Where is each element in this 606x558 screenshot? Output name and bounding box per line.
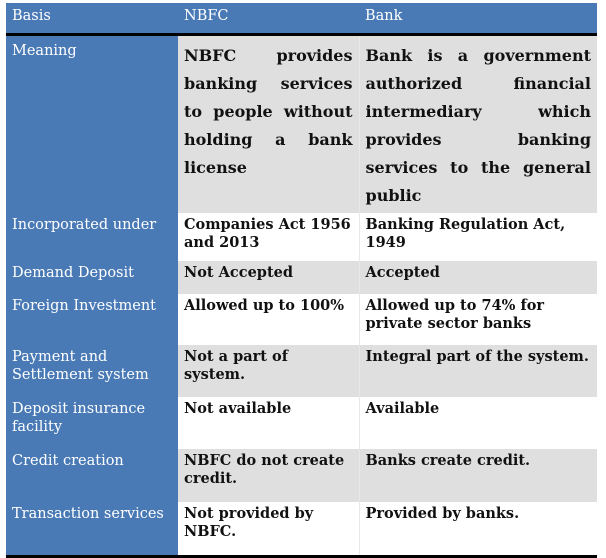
table-row <box>6 345 597 397</box>
basis-cell: Meaning <box>6 35 178 214</box>
nbfc-cell: NBFC do not create credit. <box>178 449 359 502</box>
basis-cell: Transaction services <box>6 502 178 556</box>
header-row <box>6 3 597 35</box>
bank-cell: Accepted <box>359 261 597 294</box>
bank-cell: Banks create credit. <box>359 449 597 502</box>
bank-cell: Available <box>365 400 440 417</box>
header-nbfc: NBFC <box>178 3 359 35</box>
table-row <box>6 35 597 214</box>
table-row <box>6 213 597 261</box>
basis-cell: Incorporated under <box>6 213 178 261</box>
bank-cell: Provided by banks. <box>359 502 597 556</box>
basis-cell: Deposit insurance facility <box>6 397 178 449</box>
basis-cell: Payment and Settlement system <box>6 345 178 397</box>
table-row <box>6 449 597 502</box>
bank-cell: Allowed up to 74% for private sector banks <box>365 297 545 332</box>
nbfc-cell: NBFC provides banking services to people without holding a bank license <box>178 35 359 214</box>
table-row <box>6 261 597 294</box>
header-basis: Basis <box>6 3 178 35</box>
basis-cell: Foreign Investment <box>6 294 178 345</box>
header-bank: Bank <box>359 3 597 35</box>
table-row <box>6 294 597 345</box>
nbfc-cell: Not provided by NBFC. <box>178 502 359 556</box>
nbfc-cell: Companies Act 1956 and 2013 <box>178 213 359 261</box>
nbfc-cell: Not Accepted <box>178 261 359 294</box>
nbfc-cell: Not a part of system. <box>178 345 359 397</box>
bank-cell: Integral part of the system. <box>359 345 597 397</box>
comparison-table <box>6 3 597 558</box>
bank-cell: Banking Regulation Act, 1949 <box>365 216 566 251</box>
bank-cell: Bank is a government authorized financial intermediary which provides banking services to the general public <box>359 35 597 214</box>
table-row <box>6 397 597 449</box>
nbfc-cell: Not available <box>178 397 359 449</box>
basis-cell: Demand Deposit <box>6 261 178 294</box>
table-row <box>6 502 597 556</box>
nbfc-cell: Allowed up to 100% <box>178 294 359 345</box>
basis-cell: Credit creation <box>6 449 178 502</box>
